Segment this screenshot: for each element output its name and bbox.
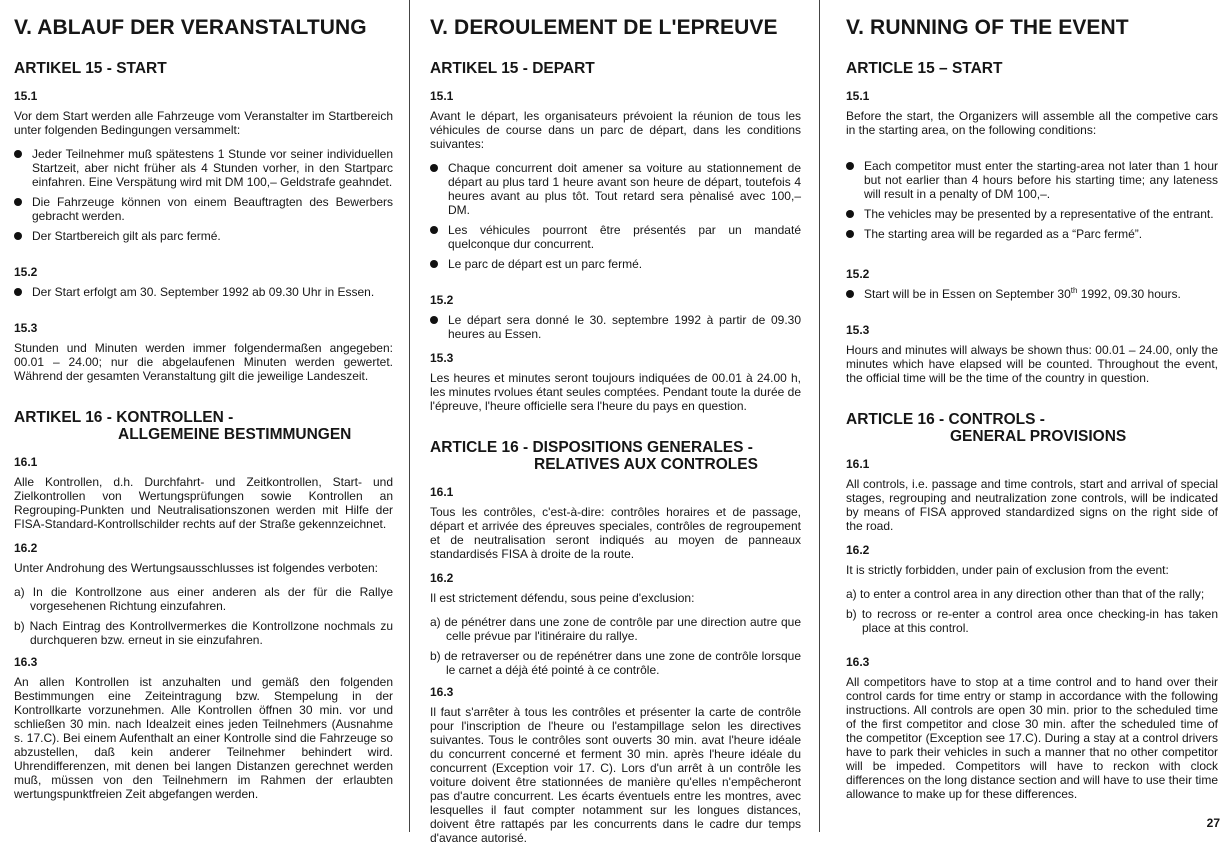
article-15-title: ARTIKEL 15 - DEPART xyxy=(430,60,595,77)
clause-text: Tous les contrôles, c'est-à-dire: contrôles horaires et de passage, départ et arrivée des épreuves speciales, contrôles de regroupement et de neutralisation seront indiqués au moyen de panneaux standardisés FISA à droite de la route. xyxy=(430,505,801,561)
alpha-list xyxy=(846,587,1218,635)
list-item: b) Nach Eintrag des Kontrollvermerkes die Kontrollzone nochmals zu durchqueren bzw. erneut in sie einzufahren. xyxy=(14,619,393,647)
article-15-title: ARTICLE 15 – START xyxy=(846,60,1003,77)
clause-number: 16.3 xyxy=(430,685,454,699)
clause-text: Vor dem Start werden alle Fahrzeuge vom Veranstalter im Startbereich unter folgenden Bedingungen versammelt: xyxy=(14,109,393,137)
bullet-text: 1992, 09.30 hours. xyxy=(1077,287,1181,301)
clause-text: Alle Kontrollen, d.h. Durchfahrt- und Zeitkontrollen, Start- und Zielkontrollen von Wertungsprüfungen sowie Kontrollen an Regrouping-Punkten und Neutralisationszonen werden mit Hilfe der FISA-Standard-Kontrollschilder rechts auf der Straße gekennzeichnet. xyxy=(14,475,393,531)
title-line: RELATIVES AUX CONTROLES xyxy=(534,456,758,473)
section-title: V. ABLAUF DER VERANSTALTUNG xyxy=(14,16,367,39)
clause-number: 16.2 xyxy=(430,571,454,585)
clause-text: Les heures et minutes seront toujours indiquées de 00.01 à 24.00 h, les minutes rvolues étant seules comptées. Pendant toute la durée de l'épreuve, l'heure officielle sera l'heure du pays en question. xyxy=(430,371,801,413)
clause-text: An allen Kontrollen ist anzuhalten und gemäß den folgenden Bestimmungen eine Zeiteintragung bzw. Stempelung in der Kontrollkarte vorzunehmen. Alle Kontrollen öffnen 30 min. vor und schließen 30 min. nach Idealzeit eines jeden Teilnehmers (Ausnahme s. 17.C). Bei einem Aufenthalt an einer Kontrolle sind die Fahrzeuge so abzustellen, daß kein anderer Teilnehmer behindert wird. Uhrendifferenzen, mit denen bei langen Distanzen gerechnet werden muß, müssen von den Teilnehmern im Rahmen der erlaubten wertungspunktfreien Zeit abgefangen werden. xyxy=(14,675,393,801)
clause-number: 16.1 xyxy=(430,485,454,499)
clause-number: 16.2 xyxy=(846,543,870,557)
clause-number: 16.3 xyxy=(846,655,870,669)
title-line: ARTICLE 16 - CONTROLS - xyxy=(846,411,1045,428)
list-item: Chaque concurrent doit amener sa voiture au stationnement de départ au plus tard 1 heure avant son heure de départ, toutefois 4 heures avant au plus tôt. Tout retard sera pènalisé avec 100,– DM. xyxy=(430,161,801,217)
article-16-title xyxy=(846,411,1218,445)
article-16-title xyxy=(430,439,801,473)
list-item: Les véhicules pourront être présentés par un mandaté quelconque dur concurrent. xyxy=(430,223,801,251)
list-item: Le parc de départ est un parc fermé. xyxy=(430,257,801,271)
clause-number: 16.1 xyxy=(846,457,870,471)
clause-text: It is strictly forbidden, under pain of exclusion from the event: xyxy=(846,563,1169,577)
clause-text: Before the start, the Organizers will assemble all the competive cars in the starting area, on the following conditions: xyxy=(846,109,1218,137)
title-line: ARTICLE 16 - DISPOSITIONS GENERALES - xyxy=(430,439,753,456)
title-line: ARTIKEL 16 - KONTROLLEN - xyxy=(14,409,234,426)
alpha-list xyxy=(14,585,393,647)
title-line: GENERAL PROVISIONS xyxy=(950,428,1127,445)
bullet-list xyxy=(846,287,1218,301)
title-line: ALLGEMEINE BESTIMMUNGEN xyxy=(118,426,352,443)
clause-number: 15.3 xyxy=(14,321,38,335)
list-item: Der Startbereich gilt als parc fermé. xyxy=(14,229,393,243)
bullet-list xyxy=(430,313,801,341)
clause-number: 15.3 xyxy=(430,351,454,365)
clause-text: All competitors have to stop at a time control and to hand over their control cards for time entry or stamp in accordance with the following instructions. All controls are open 30 min. prior to the scheduled time of the first competitor and close 30 min. after the scheduled time of the competitor (Exception see 17.C). During a stay at a control drivers have to park their vehicles in such a manner that no other competitor will be impeded. Competitors will have to reckon with clock differences on the long distance section and will have to use their time allowance to make up for these differences. xyxy=(846,675,1218,801)
clause-number: 16.1 xyxy=(14,455,38,469)
clause-number: 15.1 xyxy=(14,89,38,103)
list-item: a) de pénétrer dans une zone de contrôle par une direction autre que celle prévue par l'itinéraire du rallye. xyxy=(430,615,801,643)
list-item: b) de retraverser ou de repénétrer dans une zone de contrôle lorsque le carnet a déjà été pointé à ce contrôle. xyxy=(430,649,801,677)
clause-text: Stunden und Minuten werden immer folgendermaßen angegeben: 00.01 – 24.00; nur die abgelaufenen Minuten werden gewertet. Während der gesamten Veranstaltung gilt die jeweilige Landeszeit. xyxy=(14,341,393,383)
clause-number: 16.3 xyxy=(14,655,38,669)
clause-text: Avant le départ, les organisateurs prévoient la réunion de tous les véhicules de course dans un parc de départ, dans les conditions suivantes: xyxy=(430,109,801,151)
section-title: V. RUNNING OF THE EVENT xyxy=(846,16,1129,39)
clause-text: Il est strictement défendu, sous peine d'exclusion: xyxy=(430,591,695,605)
list-item: The starting area will be regarded as a “Parc fermé”. xyxy=(846,227,1218,241)
german-column xyxy=(0,0,409,832)
ordinal-suffix: th xyxy=(1070,286,1078,295)
french-column xyxy=(409,0,819,845)
clause-number: 15.3 xyxy=(846,323,870,337)
clause-number: 15.2 xyxy=(14,265,38,279)
clause-text: All controls, i.e. passage and time controls, start and arrival of special stages, regrouping and neutralization zone controls, will be indicated by means of FISA approved standardized signs on the right side of the road. xyxy=(846,477,1218,533)
list-item: a) to enter a control area in any direction other than that of the rally; xyxy=(846,587,1205,601)
english-column xyxy=(819,0,1232,832)
clause-text: Il faut s'arrêter à tous les contrôles et présenter la carte de contrôle pour l'inscription de l'heure ou l'estampillage selon les directives suivantes. Tous le contrôles sont ouverts 30 min. avat l'heure idéale du concurrent concerné et ferment 30 min. après l'heure idéale du concurrent (Exception voir 17. C). Lors d'un arrêt à un contrôle les voiture doivent être stationnées de manière qu'elles n'empêcheront pas d'autre concurrent. Les écarts éventuels entre les montres, avec lesquelles il faut compter notamment sur les longues distances, doivent être rattapés par les concurrents dans le cadre dur temps d'avance autorisé. xyxy=(430,705,801,845)
list-item: Each competitor must enter the starting-area not later than 1 hour but not earlier than 4 hours before his starting time; any lateness will result in a penalty of DM 100,–. xyxy=(846,159,1218,201)
article-15-title: ARTIKEL 15 - START xyxy=(14,60,167,77)
clause-text: Hours and minutes will always be shown thus: 00.01 – 24.00, only the minutes which have elapsed will be counted. Throughout the event, the official time will be the time of the country in question. xyxy=(846,343,1218,385)
clause-number: 15.2 xyxy=(430,293,454,307)
bullet-list xyxy=(846,159,1218,241)
list-item xyxy=(846,287,1218,301)
list-item: The vehicles may be presented by a representative of the entrant. xyxy=(846,207,1218,221)
list-item: Le départ sera donné le 30. septembre 1992 à partir de 09.30 heures au Essen. xyxy=(430,313,801,341)
bullet-list xyxy=(14,147,393,243)
bullet-list xyxy=(14,285,393,299)
clause-number: 15.1 xyxy=(846,89,870,103)
section-title: V. DEROULEMENT DE L'EPREUVE xyxy=(430,16,778,39)
list-item: Jeder Teilnehmer muß spätestens 1 Stunde vor seiner individuellen Startzeit, aber nicht früher als 4 Stunden vorher, in den Startparc einfahren. Eine Verspätung wird mit DM 100,– Geldstrafe geahndet. xyxy=(14,147,393,189)
bullet-text: Start will be in Essen on September 30 xyxy=(864,287,1071,301)
clause-text: Unter Androhung des Wertungsausschlusses ist folgendes verboten: xyxy=(14,561,378,575)
list-item: b) to recross or re-enter a control area once checking-in has taken place at this control. xyxy=(846,607,1218,635)
bullet-list xyxy=(430,161,801,271)
page-number: 27 xyxy=(1206,816,1220,830)
clause-number: 15.2 xyxy=(846,267,870,281)
list-item: Die Fahrzeuge können von einem Beauftragten des Bewerbers gebracht werden. xyxy=(14,195,393,223)
list-item: a) In die Kontrollzone aus einer anderen als der für die Rallye vorgesehenen Richtung einzufahren. xyxy=(14,585,393,613)
article-16-title xyxy=(14,409,393,443)
clause-number: 15.1 xyxy=(430,89,454,103)
list-item: Der Start erfolgt am 30. September 1992 ab 09.30 Uhr in Essen. xyxy=(14,285,393,299)
clause-number: 16.2 xyxy=(14,541,38,555)
alpha-list xyxy=(430,615,801,677)
